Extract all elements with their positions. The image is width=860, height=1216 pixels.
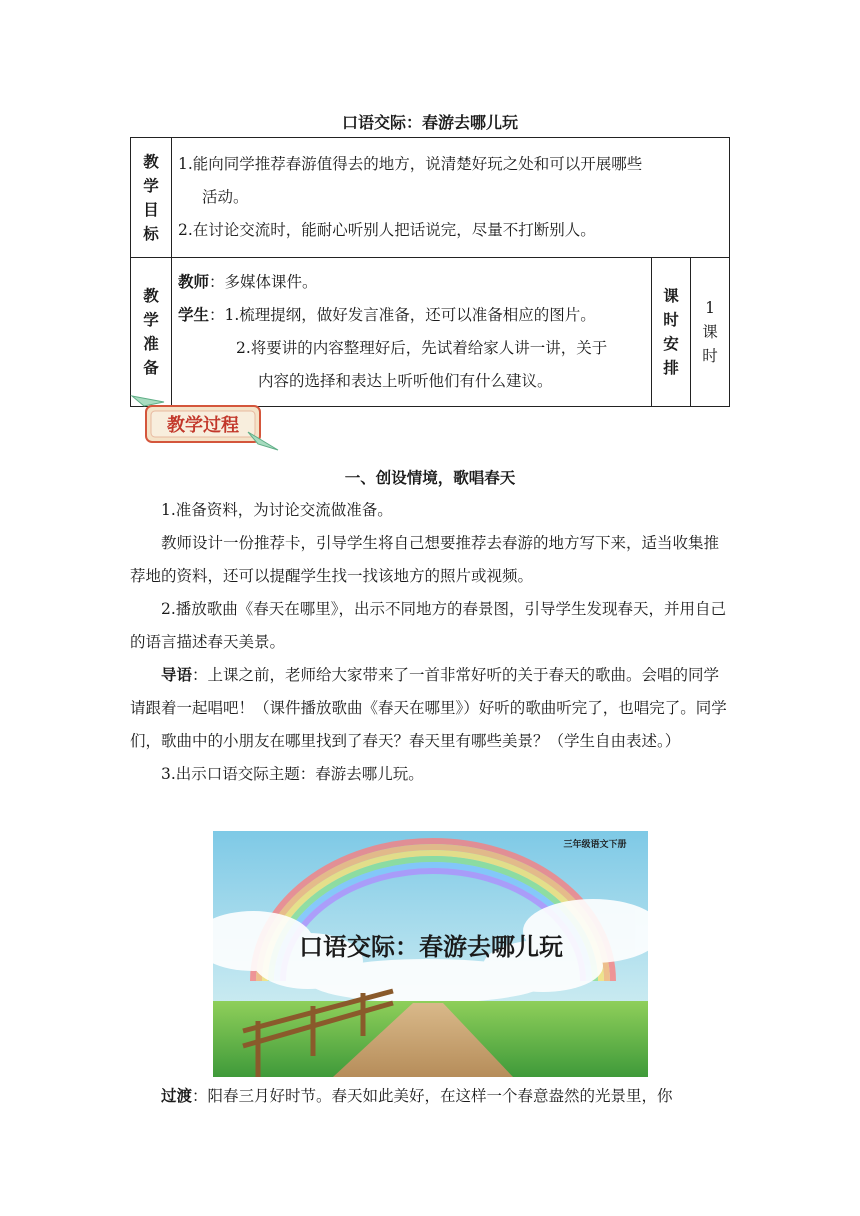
goal-item-2: 2.在讨论交流时，能耐心听别人把话说完，尽量不打断别人。 <box>178 221 596 239</box>
label-char: 教 <box>143 152 159 171</box>
body-text-2 <box>130 1080 732 1113</box>
body-text-1 <box>130 494 732 791</box>
prep-label <box>131 258 172 407</box>
paragraph: 3.出示口语交际主题：春游去哪儿玩。 <box>161 765 424 783</box>
goals-content <box>172 138 730 258</box>
teaching-process-badge <box>130 392 280 454</box>
student-prep-1 <box>178 299 645 332</box>
lead-in-text: ：上课之前，老师给大家带来了一首非常好听的关于春天的歌曲。会唱的同学请跟着一起唱吧！（课件播放歌曲《春天在哪里》）好听的歌曲听完了，也唱完了。同学们，歌曲中的小朋友在哪里找到了春天？春天里有哪些美景？（学生自由表述。） <box>130 666 727 750</box>
hours-char: 时 <box>702 347 718 365</box>
hours-value <box>691 258 730 407</box>
student-label: 学生 <box>178 306 210 324</box>
teacher-label: 教师 <box>178 273 210 291</box>
hours-char: 1 <box>705 299 715 317</box>
student-text-1: ：1.梳理提纲，做好发言准备，还可以准备相应的图片。 <box>209 306 596 324</box>
paper-plane-icon <box>132 396 164 406</box>
badge-label: 教学过程 <box>167 415 239 436</box>
label-char: 准 <box>143 335 159 353</box>
goals-row <box>131 138 730 258</box>
label-char: 课 <box>663 287 679 305</box>
goal-item-1b: 活动。 <box>202 188 249 206</box>
teacher-text: ：多媒体课件。 <box>209 273 318 291</box>
label-char: 备 <box>143 359 159 377</box>
goals-label <box>131 138 172 258</box>
prep-content <box>172 258 652 407</box>
label-char: 标 <box>143 224 159 243</box>
student-prep-2: 2.将要讲的内容整理好后，先试着给家人讲一讲，关于 <box>236 339 608 357</box>
slide-image <box>213 831 648 1077</box>
paragraph: 2.播放歌曲《春天在哪里》，出示不同地方的春景图，引导学生发现春天，并用自己的语言描述春天美景。 <box>130 600 727 651</box>
transition-label: 过渡 <box>161 1087 193 1105</box>
lead-in-label: 导语 <box>161 666 193 684</box>
paragraph <box>130 659 732 758</box>
transition-text: ：阳春三月好时节。春天如此美好，在这样一个春意盎然的光景里，你 <box>192 1087 673 1105</box>
label-char: 教 <box>143 287 159 305</box>
hours-char: 课 <box>702 323 718 341</box>
prep-row <box>131 258 730 407</box>
goal-item-1a: 1.能向同学推荐春游值得去的地方，说清楚好玩之处和可以开展哪些 <box>178 155 643 173</box>
label-char: 学 <box>143 311 159 329</box>
label-char: 学 <box>143 176 159 195</box>
label-char: 时 <box>663 311 679 329</box>
hours-label <box>652 258 691 407</box>
section-heading: 一、创设情境，歌唱春天 <box>344 469 516 487</box>
student-prep-3: 内容的选择和表达上听听他们有什么建议。 <box>258 372 553 390</box>
page-title: 口语交际：春游去哪儿玩 <box>341 113 518 132</box>
paragraph <box>130 1080 732 1113</box>
teacher-prep <box>178 266 645 299</box>
slide-corner-label: 三年级语文下册 <box>563 840 627 850</box>
label-char: 安 <box>663 335 679 353</box>
label-char: 排 <box>663 359 679 377</box>
lesson-plan-table <box>130 137 730 407</box>
slide-title: 口语交际：春游去哪儿玩 <box>299 932 563 961</box>
label-char: 目 <box>143 200 159 219</box>
paragraph: 1.准备资料，为讨论交流做准备。 <box>161 501 393 519</box>
paragraph: 教师设计一份推荐卡，引导学生将自己想要推荐去春游的地方写下来，适当收集推荐地的资料，还可以提醒学生找一找该地方的照片或视频。 <box>130 534 720 585</box>
